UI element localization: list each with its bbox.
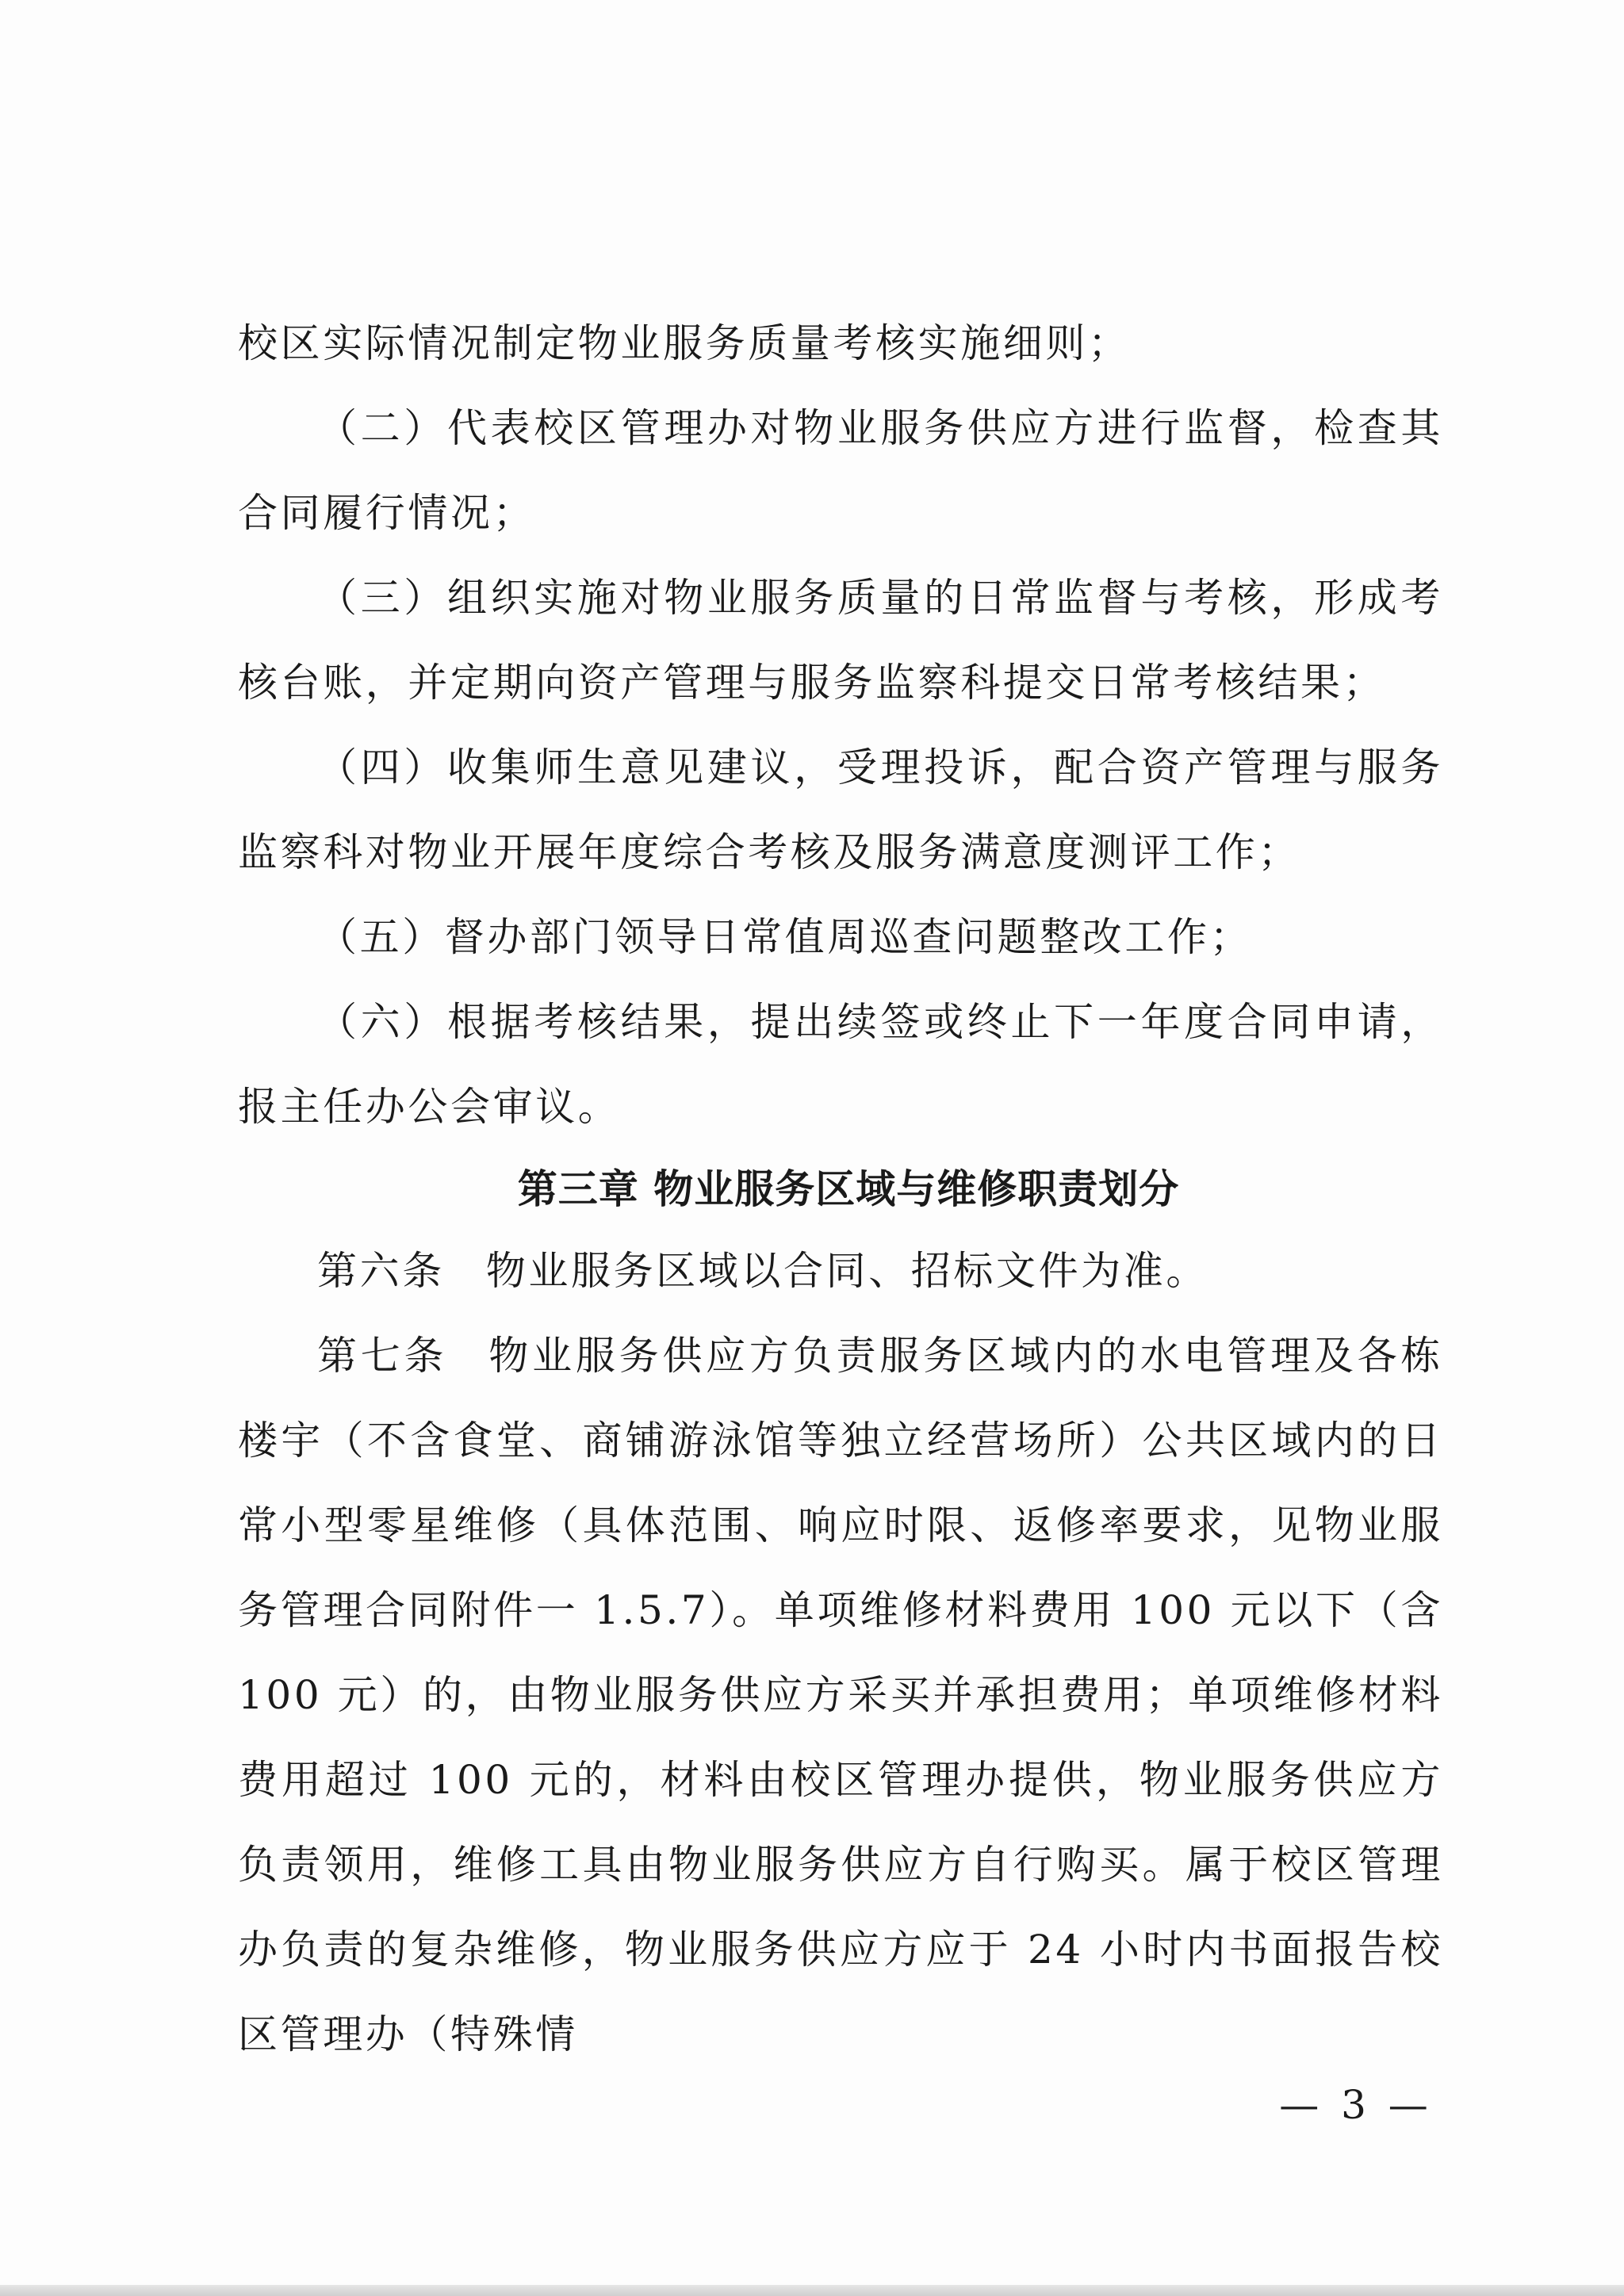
paragraph-item-2: （二）代表校区管理办对物业服务供应方进行监督，检查其合同履行情况； xyxy=(238,405,1443,536)
scan-edge xyxy=(0,2285,1624,2296)
article-7-text: 物业服务供应方负责服务区域内的水电管理及各栋楼宇（不含食堂、商铺游泳馆等独立经营场所）公共区域内的日常小型零星维修（具体范围、响应时限、返修率要求，见物业服务管理合同附件一 1.5.7）。单项维修材料费用 100 元以下（含 100 元）的，由物业服务供应方采买并承担费用；单项维修材料费用超过 100 元的，材料由校区管理办提供，物业服务供应方负责领用，维修工具由物业服务供应方自行购买。属于校区管理办负责的复杂维修，物业服务供应方应于 24 小时内书面报告校区管理办（特殊情 xyxy=(238,1333,1443,2057)
article-7 xyxy=(238,1314,1443,2077)
paragraph-item-3: （三）组织实施对物业服务质量的日常监督与考核，形成考核台账，并定期向资产管理与服务监察科提交日常考核结果； xyxy=(238,575,1443,706)
document-body xyxy=(238,301,1443,2077)
page-number: — 3 — xyxy=(1279,2082,1433,2128)
chapter-title: 第三章 物业服务区域与维修职责划分 xyxy=(517,1166,1180,1212)
article-6 xyxy=(238,1229,1443,1314)
article-6-text: 物业服务区域以合同、招标文件为准。 xyxy=(485,1248,1209,1294)
paragraph-item-4: （四）收集师生意见建议，受理投诉，配合资产管理与服务监察科对物业开展年度综合考核及服务满意度测评工作； xyxy=(238,744,1443,875)
paragraph-item-6: （六）根据考核结果，提出续签或终止下一年度合同申请，报主任办公会审议。 xyxy=(238,999,1443,1130)
article-7-label: 第七条 xyxy=(317,1333,448,1379)
paragraph-continuation: 校区实际情况制定物业服务质量考核实施细则； xyxy=(238,320,1131,366)
paragraph-item-5: （五）督办部门领导日常值周巡查问题整改工作； xyxy=(317,914,1253,960)
article-6-label: 第六条 xyxy=(317,1248,445,1294)
